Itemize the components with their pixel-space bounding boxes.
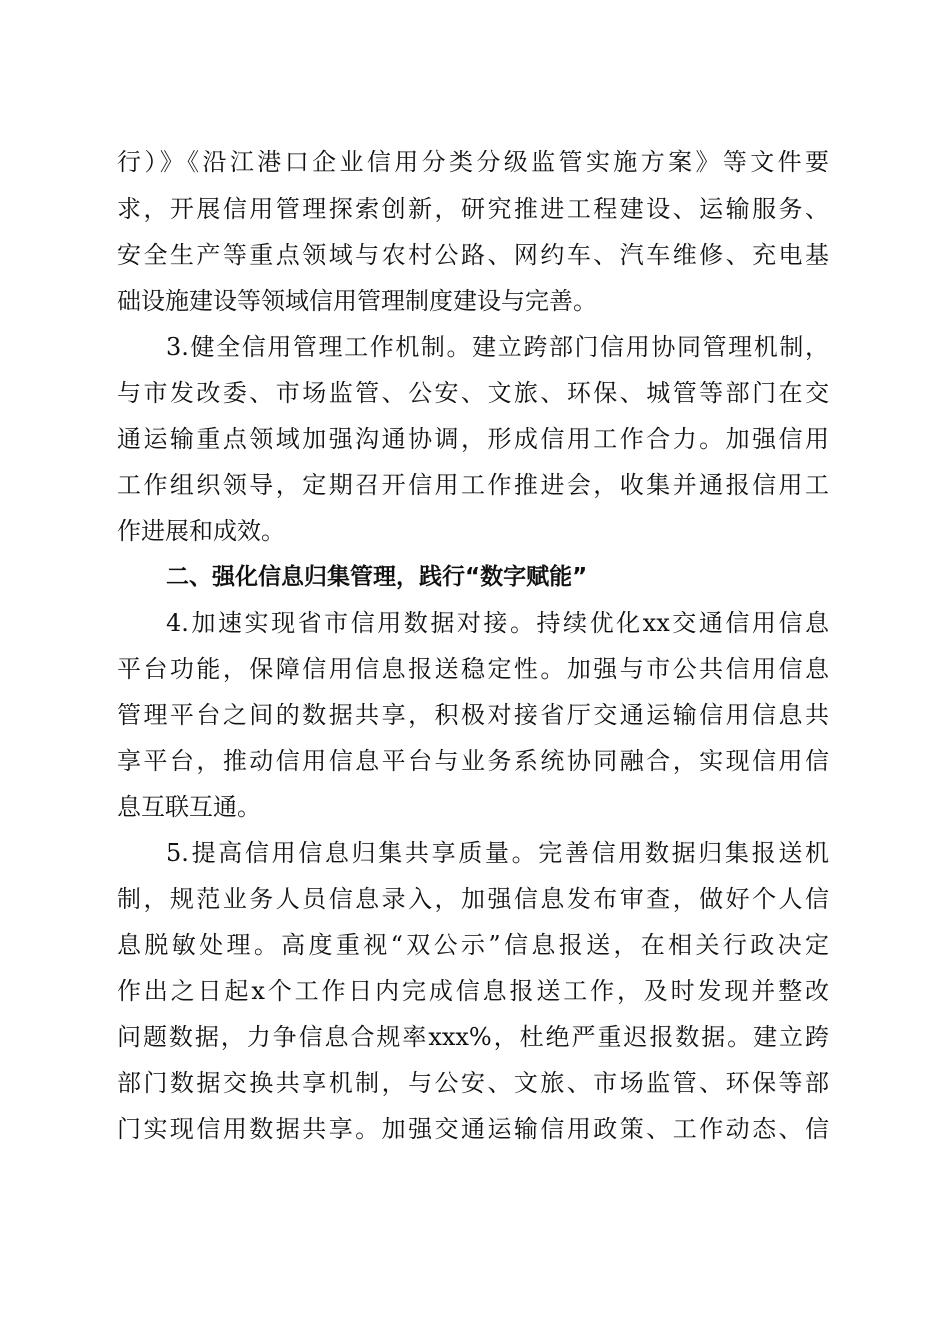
text-line: 安全生产等重点领域与农村公路、网约车、汽车维修、充电基	[117, 241, 829, 269]
text-line: 作进展和成效。	[117, 517, 285, 545]
text-line: 通运输重点领域加强沟通协调，形成信用工作合力。加强信用	[117, 425, 829, 453]
text-line: 础设施建设等领域信用管理制度建设与完善。	[117, 287, 597, 315]
text-line: 行）》《沿江港口企业信用分类分级监管实施方案》等文件要	[117, 148, 829, 176]
text-line: 问题数据，力争信息合规率xxx%，杜绝严重迟报数据。建立跨	[117, 1023, 829, 1051]
text-line: 管理平台之间的数据共享，积极对接省厅交通运输信用信息共	[117, 701, 829, 729]
paragraph-first-line: 4.加速实现省市信用数据对接。持续优化xx交通信用信息	[166, 609, 829, 637]
section-heading: 二、强化信息归集管理，践行“数字赋能”	[166, 564, 588, 590]
text-line: 作出之日起x个工作日内完成信息报送工作，及时发现并整改	[117, 977, 829, 1005]
text-line: 门实现信用数据共享。加强交通运输信用政策、工作动态、信	[117, 1115, 829, 1143]
paragraph-first-line: 3.健全信用管理工作机制。建立跨部门信用协同管理机制，	[166, 333, 829, 361]
text-line: 部门数据交换共享机制，与公安、文旅、市场监管、环保等部	[117, 1069, 829, 1097]
text-line: 与市发改委、市场监管、公安、文旅、环保、城管等部门在交	[117, 379, 829, 407]
text-line: 享平台，推动信用信息平台与业务系统协同融合，实现信用信	[117, 747, 829, 775]
text-line: 制，规范业务人员信息录入，加强信息发布审查，做好个人信	[117, 885, 829, 913]
text-line: 息互联互通。	[117, 793, 261, 821]
text-line: 平台功能，保障信用信息报送稳定性。加强与市公共信用信息	[117, 655, 829, 683]
text-line: 工作组织领导，定期召开信用工作推进会，收集并通报信用工	[117, 471, 829, 499]
text-line: 求，开展信用管理探索创新，研究推进工程建设、运输服务、	[117, 195, 829, 223]
text-line: 息脱敏处理。高度重视“双公示”信息报送，在相关行政决定	[117, 931, 829, 959]
paragraph-first-line: 5.提高信用信息归集共享质量。完善信用数据归集报送机	[166, 839, 829, 867]
